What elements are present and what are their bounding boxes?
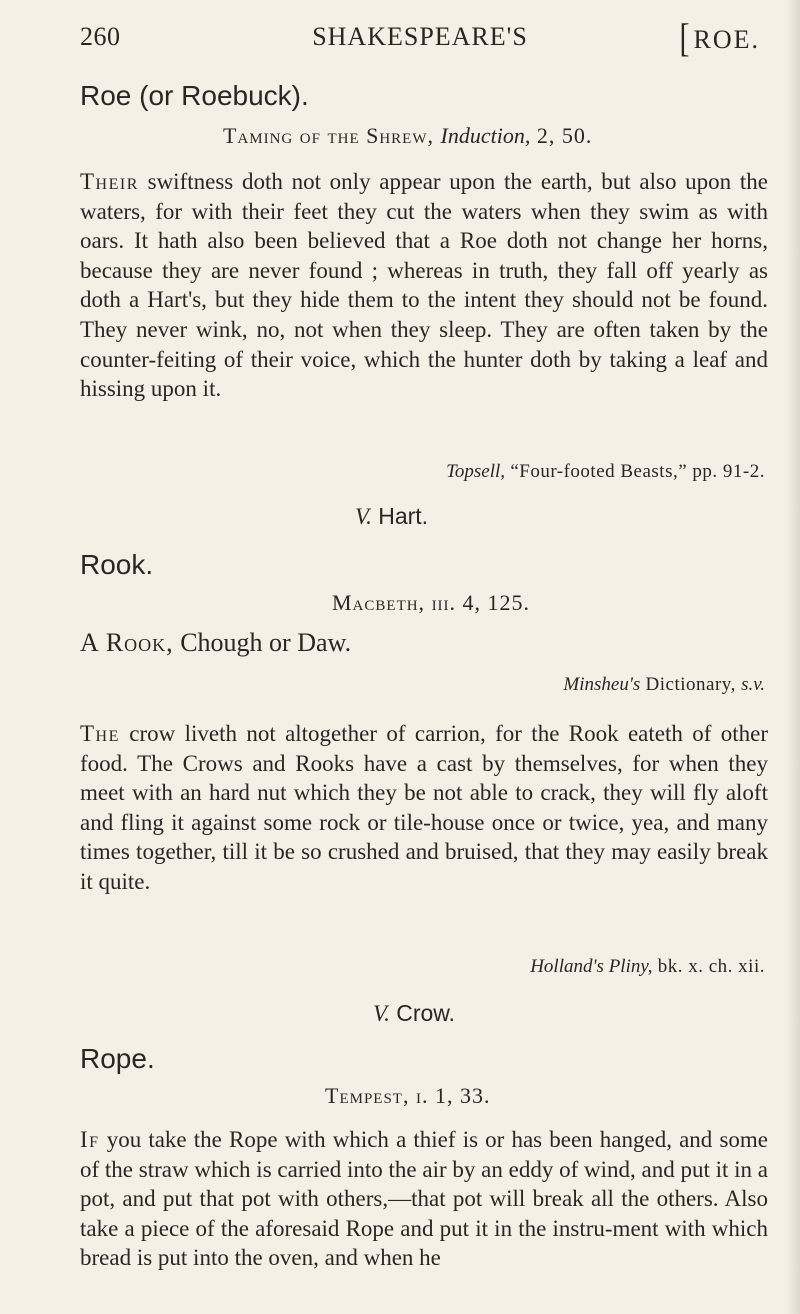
play-reference-rook [332,590,530,616]
bracket-glyph: [ [679,16,692,61]
body-text: crow liveth not altogether of carrion, for the Rook eateth of other food. The Crows and Rooks have a cast by themselves, for when they meet with an hard nut which they be not able to crack, they will fly aloft and fling it against some rock or tile-house once or twice, yea, and many times together, till it be so crushed and bruised, that they may easily break it quite. [80,721,768,894]
body-text: you take the Rope with which a thief is or has been hanged, and some of the straw which is carried into the air by an eddy of wind, and put it in a pot, and put that pot with others,—that pot will break all the others. Also take a piece of the aforesaid Rope and put it in the instru-ment with which bread is put into the oven, and when he [80,1127,768,1271]
ref-play: Taming of the Shrew, [223,123,434,148]
cite-work: bk. x. ch. xii. [657,956,765,977]
lead-word: Their [80,169,139,194]
cite-abbr: s.v. [741,674,765,695]
see-target: Hart. [378,503,429,529]
section-key-text: ROE. [693,25,760,54]
page-number: 260 [80,22,121,51]
citation-roe [446,461,765,483]
entry-title-rook: Rook. [80,549,154,580]
cite-work: “Four-footed Beasts,” pp. 91-2. [510,461,765,482]
ref-lines: i. 1, 33. [415,1083,491,1108]
see-also-rook [373,1000,455,1027]
ref-play: Tempest, [325,1083,410,1108]
play-reference-rope [325,1083,490,1109]
page-edge-shadow [786,0,800,1314]
lead-word: The [80,721,120,746]
see-prefix: V. [373,1001,390,1026]
sub-citation-rook [563,674,765,696]
subheading-rest: Chough or Daw. [180,628,352,657]
play-reference-roe [223,123,592,149]
body-text: swiftness doth not only appear upon the earth, but also upon the waters, for with their feet they cut the waters when they swim as with oars. It hath also been believed that a Roe doth not change her horns, because they are never found ; whereas in truth, they fall off yearly as doth a Hart's, but they hide them to the intent they should not be found. They never wink, no, not when they sleep. They are often taken by the counter-feiting of their voice, which the hunter doth by taking a leaf and hissing upon it. [80,169,769,402]
see-prefix: V. [355,504,372,529]
cite-author: Topsell, [446,461,506,482]
entry-body-roe [80,167,768,404]
section-key [679,16,761,61]
ref-lines: iii. 4, 125. [431,590,531,615]
subheading-lead: A Rook, [80,628,174,657]
cite-work: Dictionary, [645,674,736,695]
citation-rook [530,956,765,978]
cite-author: Holland's Pliny, [530,956,653,977]
ref-act: Induction, [440,123,531,148]
see-also-roe [355,503,428,530]
entry-body-rope [80,1125,768,1273]
entry-title-rope: Rope. [80,1043,155,1074]
entry-body-rook [80,719,768,897]
ref-lines: 2, 50. [536,123,593,148]
cite-author: Minsheu's [563,674,641,695]
see-target: Crow. [396,1000,456,1026]
running-header [80,16,760,61]
running-title: SHAKESPEARE'S [312,22,528,51]
subheading-rook [80,628,351,658]
lead-word: If [80,1127,100,1152]
entry-title-roe: Roe (or Roebuck). [80,80,309,111]
ref-play: Macbeth, [332,590,426,615]
